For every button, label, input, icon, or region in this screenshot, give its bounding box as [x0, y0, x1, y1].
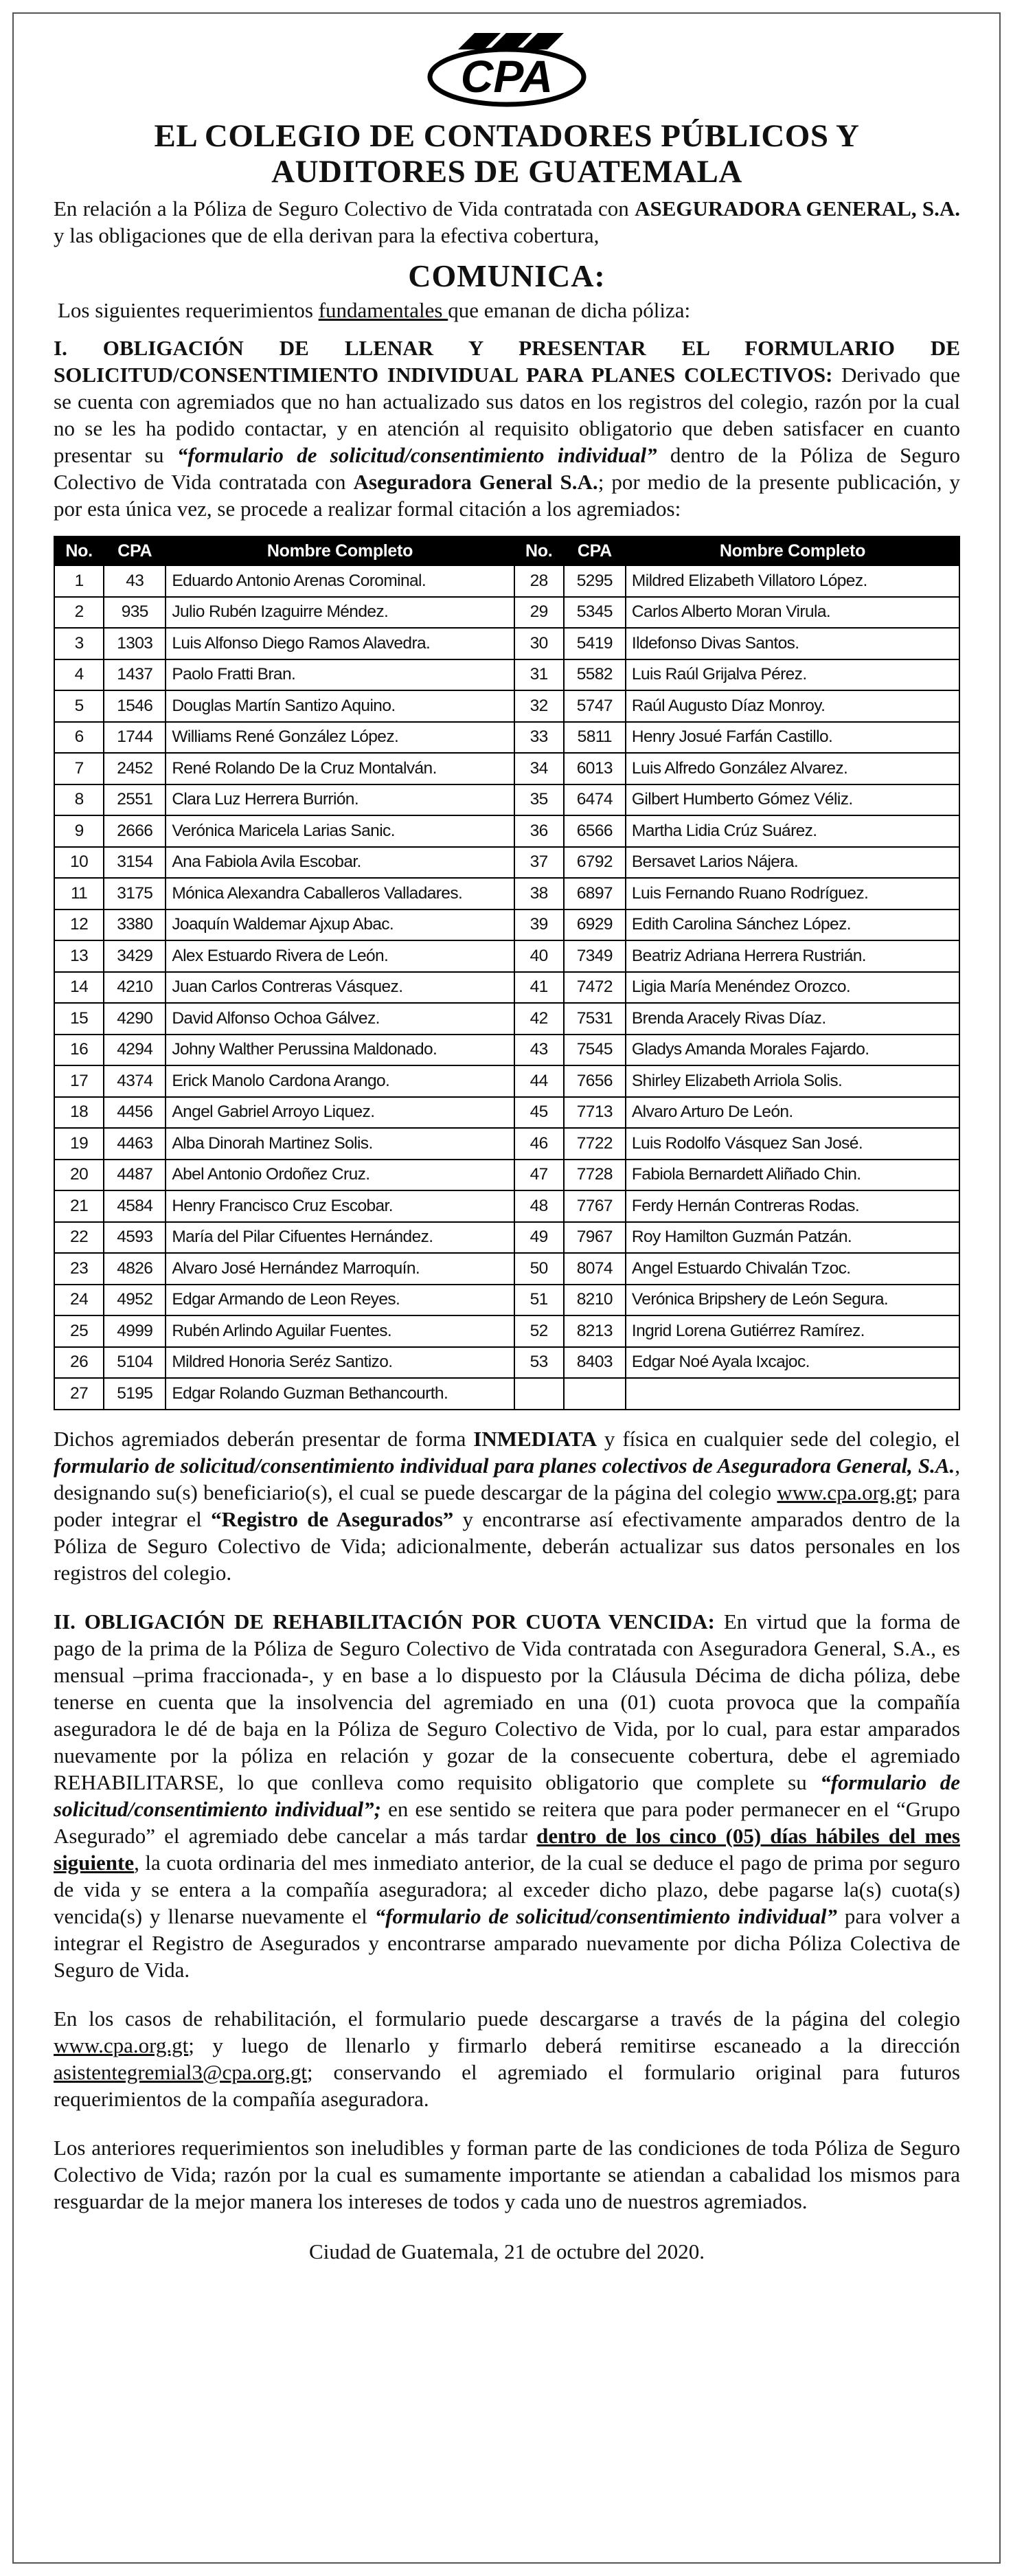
cell-no-left: 9 — [54, 815, 104, 847]
cell-cpa-left: 4210 — [104, 972, 166, 1004]
table-row — [54, 597, 959, 629]
after-table-paragraph — [54, 1425, 960, 1586]
cell-name-right: Gladys Amanda Morales Fajardo. — [626, 1035, 959, 1066]
cell-cpa-right — [564, 1378, 626, 1410]
cell-name-left: Mildred Honoria Seréz Santizo. — [166, 1347, 514, 1379]
cell-no-right: 33 — [514, 722, 564, 754]
cell-no-left: 6 — [54, 722, 104, 754]
cell-name-left: Alba Dinorah Martinez Solis. — [166, 1128, 514, 1160]
cell-no-left: 10 — [54, 847, 104, 879]
title-line-2: AUDITORES DE GUATEMALA — [271, 154, 742, 190]
cell-no-left: 14 — [54, 972, 104, 1004]
cell-name-left: Paolo Fratti Bran. — [166, 659, 514, 691]
table-row — [54, 1347, 959, 1379]
rehab-text-3: ; conservando el agremiado el formulario original para futuros requerimientos de la compañía aseguradora. — [54, 2059, 960, 2111]
table-row — [54, 847, 959, 879]
table-row — [54, 690, 959, 722]
after-table-text-2: y física en cualquier sede del colegio, el — [597, 1426, 960, 1451]
header-cpa-left: CPA — [104, 536, 166, 565]
table-row — [54, 972, 959, 1004]
cell-no-right: 50 — [514, 1253, 564, 1285]
cell-cpa-left: 1437 — [104, 659, 166, 691]
rehab-text-1: En los casos de rehabilitación, el formulario puede descargarse a través de la página del colegio — [54, 2006, 960, 2031]
rehab-email-link[interactable]: asistentegremial3@cpa.org.gt — [54, 2059, 307, 2084]
cell-name-right: Raúl Augusto Díaz Monroy. — [626, 690, 959, 722]
section-2-paragraph — [54, 1608, 960, 1983]
cell-cpa-left: 2551 — [104, 784, 166, 816]
table-row — [54, 1097, 959, 1129]
cell-name-left: Edgar Rolando Guzman Bethancourth. — [166, 1378, 514, 1410]
section-1-text-3: ; por medio de la presente publicación, y por esta única vez, se procede a realizar formal citación a los agremiados: — [54, 470, 960, 521]
table-row — [54, 1003, 959, 1035]
cell-cpa-left: 3154 — [104, 847, 166, 879]
cell-name-right: Ildefonso Divas Santos. — [626, 628, 959, 659]
cell-no-left: 5 — [54, 690, 104, 722]
cell-name-left: David Alfonso Ochoa Gálvez. — [166, 1003, 514, 1035]
cell-name-left: Williams René González López. — [166, 722, 514, 754]
intro-paragraph — [54, 195, 960, 249]
rehab-website-link[interactable]: www.cpa.org.gt — [54, 2033, 189, 2057]
table-row — [54, 784, 959, 816]
logo-text: CPA — [460, 51, 554, 102]
cell-no-left: 11 — [54, 878, 104, 909]
header-no-right: No. — [514, 536, 564, 565]
cell-name-right: Henry Josué Farfán Castillo. — [626, 722, 959, 754]
cell-name-left: Erick Manolo Cardona Arango. — [166, 1065, 514, 1097]
table-row — [54, 628, 959, 659]
header-no-left: No. — [54, 536, 104, 565]
cell-no-right: 40 — [514, 940, 564, 972]
cell-no-left: 27 — [54, 1378, 104, 1410]
cell-name-right: Verónica Bripshery de León Segura. — [626, 1285, 959, 1316]
cell-name-right: Luis Raúl Grijalva Pérez. — [626, 659, 959, 691]
cell-cpa-left: 4294 — [104, 1035, 166, 1066]
cell-name-left: María del Pilar Cifuentes Hernández. — [166, 1222, 514, 1254]
cell-name-right: Shirley Elizabeth Arriola Solis. — [626, 1065, 959, 1097]
cell-name-left: Joaquín Waldemar Ajxup Abac. — [166, 909, 514, 941]
cell-cpa-left: 1546 — [104, 690, 166, 722]
cell-name-right: Ferdy Hernán Contreras Rodas. — [626, 1190, 959, 1222]
cell-no-left: 26 — [54, 1347, 104, 1379]
cell-name-right: Luis Alfredo González Alvarez. — [626, 753, 959, 784]
cell-cpa-left: 5195 — [104, 1378, 166, 1410]
cell-cpa-right: 5295 — [564, 565, 626, 597]
cell-cpa-right: 5811 — [564, 722, 626, 754]
cell-no-left: 1 — [54, 565, 104, 597]
cell-no-left: 21 — [54, 1190, 104, 1222]
cell-cpa-left: 5104 — [104, 1347, 166, 1379]
cell-no-right — [514, 1378, 564, 1410]
table-row — [54, 1160, 959, 1191]
cell-name-left: Mónica Alexandra Caballeros Valladares. — [166, 878, 514, 909]
table-header-row — [54, 536, 959, 565]
logo-stripes — [458, 33, 564, 49]
cell-cpa-right: 5419 — [564, 628, 626, 659]
cell-no-right: 41 — [514, 972, 564, 1004]
cell-no-left: 22 — [54, 1222, 104, 1254]
section-2-form-name-1: “formulario de solicitud/consentimiento individual”; — [54, 1770, 960, 1821]
table-row — [54, 753, 959, 784]
cell-no-left: 13 — [54, 940, 104, 972]
cell-no-left: 4 — [54, 659, 104, 691]
cell-no-right: 37 — [514, 847, 564, 879]
cell-no-right: 32 — [514, 690, 564, 722]
cell-name-right: Martha Lidia Crúz Suárez. — [626, 815, 959, 847]
table-row — [54, 1315, 959, 1347]
after-table-immediate: INMEDIATA — [473, 1426, 597, 1451]
cell-no-left: 18 — [54, 1097, 104, 1129]
cell-cpa-right: 7656 — [564, 1065, 626, 1097]
cell-cpa-right: 8074 — [564, 1253, 626, 1285]
cell-name-left: Abel Antonio Ordoñez Cruz. — [166, 1160, 514, 1191]
cell-cpa-left: 935 — [104, 597, 166, 629]
cell-no-left: 17 — [54, 1065, 104, 1097]
requirements-underlined: fundamentales — [318, 298, 448, 322]
cell-cpa-right: 7728 — [564, 1160, 626, 1191]
table-row — [54, 1128, 959, 1160]
cell-no-right: 43 — [514, 1035, 564, 1066]
table-row — [54, 1222, 959, 1254]
cell-cpa-left: 1744 — [104, 722, 166, 754]
cell-cpa-left: 1303 — [104, 628, 166, 659]
cell-cpa-right: 6566 — [564, 815, 626, 847]
cell-no-right: 39 — [514, 909, 564, 941]
requirements-text-1: Los siguientes requerimientos — [58, 298, 319, 322]
requirements-line — [54, 297, 960, 324]
rehabilitation-paragraph — [54, 2005, 960, 2112]
section-2-text-3: , la cuota ordinaria del mes inmediato anterior, de la cual se deduce el pago de prima por seguro de vida y se entera a la compañía aseguradora; al exceder dicho plazo, debe pagarse la(s) cuota(s) vencida(s) y llenarse nuevamente el — [54, 1850, 960, 1928]
cell-cpa-left: 3175 — [104, 878, 166, 909]
cell-name-left: Douglas Martín Santizo Aquino. — [166, 690, 514, 722]
cell-name-left: Henry Francisco Cruz Escobar. — [166, 1190, 514, 1222]
cell-cpa-right: 5747 — [564, 690, 626, 722]
cell-cpa-right: 7967 — [564, 1222, 626, 1254]
cell-no-left: 8 — [54, 784, 104, 816]
table-row — [54, 722, 959, 754]
website-link[interactable]: www.cpa.org.gt — [777, 1480, 912, 1504]
cell-cpa-left: 4952 — [104, 1285, 166, 1316]
cell-name-right: Mildred Elizabeth Villatoro López. — [626, 565, 959, 597]
cell-cpa-right: 8213 — [564, 1315, 626, 1347]
cell-no-right: 31 — [514, 659, 564, 691]
table-header — [54, 536, 959, 565]
cell-name-right: Luis Rodolfo Vásquez San José. — [626, 1128, 959, 1160]
after-table-text-4: ; para poder integrar el — [54, 1480, 960, 1531]
cell-cpa-left: 2666 — [104, 815, 166, 847]
cell-cpa-right: 6474 — [564, 784, 626, 816]
cell-name-right: Ingrid Lorena Gutiérrez Ramírez. — [626, 1315, 959, 1347]
cell-no-right: 47 — [514, 1160, 564, 1191]
cell-name-left: Rubén Arlindo Aguilar Fuentes. — [166, 1315, 514, 1347]
section-1-company: Aseguradora General S.A. — [353, 470, 598, 494]
cell-name-right: Roy Hamilton Guzmán Patzán. — [626, 1222, 959, 1254]
cell-name-right: Luis Fernando Ruano Rodríguez. — [626, 878, 959, 909]
cell-no-right: 49 — [514, 1222, 564, 1254]
cell-cpa-right: 8403 — [564, 1347, 626, 1379]
cell-no-right: 35 — [514, 784, 564, 816]
header-name-right: Nombre Completo — [626, 536, 959, 565]
cell-cpa-right: 5345 — [564, 597, 626, 629]
cell-no-right: 30 — [514, 628, 564, 659]
section-1-text-1: Derivado que se cuenta con agremiados que no han actualizado sus datos en los registros del colegio, razón por la cual no se les ha podido contactar, y en atención al requisito obligatorio que deben satisfacer en cuanto presentar su — [54, 363, 960, 467]
cell-name-right — [626, 1378, 959, 1410]
after-table-text-1: Dichos agremiados deberán presentar de forma — [54, 1426, 474, 1451]
table-row — [54, 659, 959, 691]
table-row — [54, 1378, 959, 1410]
cell-no-left: 24 — [54, 1285, 104, 1316]
cell-no-left: 3 — [54, 628, 104, 659]
document-title — [54, 118, 960, 190]
cell-name-right: Gilbert Humberto Gómez Véliz. — [626, 784, 959, 816]
cell-no-left: 23 — [54, 1253, 104, 1285]
cell-cpa-left: 4456 — [104, 1097, 166, 1129]
table-row — [54, 1285, 959, 1316]
table-row — [54, 909, 959, 941]
cell-cpa-right: 6929 — [564, 909, 626, 941]
cell-no-right: 34 — [514, 753, 564, 784]
after-table-text-3: , designando su(s) beneficiario(s), el cual se puede descargar de la página del colegio — [54, 1453, 960, 1504]
cell-no-right: 29 — [514, 597, 564, 629]
section-1-paragraph — [54, 335, 960, 522]
cell-cpa-right: 6897 — [564, 878, 626, 909]
cell-cpa-left: 4290 — [104, 1003, 166, 1035]
cell-cpa-left: 4999 — [104, 1315, 166, 1347]
cell-name-left: Eduardo Antonio Arenas Corominal. — [166, 565, 514, 597]
cell-cpa-left: 43 — [104, 565, 166, 597]
cell-cpa-left: 3380 — [104, 909, 166, 941]
intro-text-2: y las obligaciones que de ella derivan para la efectiva cobertura, — [54, 223, 600, 247]
cell-no-right: 48 — [514, 1190, 564, 1222]
cell-no-right: 44 — [514, 1065, 564, 1097]
cell-cpa-left: 4487 — [104, 1160, 166, 1191]
section-2-text-1: En virtud que la forma de pago de la prima de la Póliza de Seguro Colectivo de Vida contratada con Aseguradora General, S.A., es mensual –prima fraccionada-, y en base a lo dispuesto por la Cláusula Décima de dicha póliza, debe tenerse en cuenta que la insolvencia del agremiado en una (01) cuota provoca que la compañía aseguradora le dé de baja en la Póliza de Seguro Colectivo de Vida, por lo cual, para estar amparados nuevamente por la póliza en relación y gozar de la consecuente cobertura, debe el agremiado REHABILITARSE, lo que conlleva como requisito obligatorio que complete su — [54, 1609, 960, 1794]
table-row — [54, 1035, 959, 1066]
cell-no-left: 12 — [54, 909, 104, 941]
intro-company: ASEGURADORA GENERAL, S.A. — [635, 196, 961, 221]
cell-no-right: 38 — [514, 878, 564, 909]
cell-cpa-right: 7349 — [564, 940, 626, 972]
header-cpa-right: CPA — [564, 536, 626, 565]
cell-no-right: 28 — [514, 565, 564, 597]
table-row — [54, 1065, 959, 1097]
cell-name-left: René Rolando De la Cruz Montalván. — [166, 753, 514, 784]
cell-no-left: 25 — [54, 1315, 104, 1347]
section-2-heading: II. OBLIGACIÓN DE REHABILITACIÓN POR CUOTA VENCIDA: — [54, 1609, 715, 1634]
cell-no-right: 46 — [514, 1128, 564, 1160]
cell-no-left: 7 — [54, 753, 104, 784]
after-table-form-name: formulario de solicitud/consentimiento individual para planes colectivos de Aseguradora General, S.A. — [54, 1453, 955, 1478]
section-1-form-name: “formulario de solicitud/consentimiento individual” — [177, 443, 657, 467]
table-row — [54, 1253, 959, 1285]
cpa-logo — [421, 27, 593, 109]
section-1-heading: I. OBLIGACIÓN DE LLENAR Y PRESENTAR EL FORMULARIO DE SOLICITUD/CONSENTIMIENTO INDIVIDUAL PARA PLANES COLECTIVOS: — [54, 336, 960, 387]
cell-cpa-right: 7545 — [564, 1035, 626, 1066]
header-name-left: Nombre Completo — [166, 536, 514, 565]
cell-name-right: Beatriz Adriana Herrera Rustrián. — [626, 940, 959, 972]
cell-no-left: 20 — [54, 1160, 104, 1191]
cell-no-right: 52 — [514, 1315, 564, 1347]
cell-cpa-right: 6792 — [564, 847, 626, 879]
cell-name-left: Edgar Armando de Leon Reyes. — [166, 1285, 514, 1316]
cell-name-right: Bersavet Larios Nájera. — [626, 847, 959, 879]
cell-cpa-left: 4584 — [104, 1190, 166, 1222]
table-row — [54, 878, 959, 909]
title-line-1: EL COLEGIO DE CONTADORES PÚBLICOS Y — [154, 118, 860, 154]
cell-name-right: Angel Estuardo Chivalán Tzoc. — [626, 1253, 959, 1285]
after-table-registry: “Registro de Asegurados” — [211, 1506, 454, 1531]
document-content — [54, 27, 960, 2265]
cell-name-left: Ana Fabiola Avila Escobar. — [166, 847, 514, 879]
cell-no-right: 42 — [514, 1003, 564, 1035]
table-body — [54, 565, 959, 1410]
cell-no-left: 15 — [54, 1003, 104, 1035]
cell-cpa-left: 3429 — [104, 940, 166, 972]
requirements-text-2: que emanan de dicha póliza: — [448, 298, 691, 322]
cell-name-left: Juan Carlos Contreras Vásquez. — [166, 972, 514, 1004]
cell-name-right: Edith Carolina Sánchez López. — [626, 909, 959, 941]
cell-name-right: Alvaro Arturo De León. — [626, 1097, 959, 1129]
intro-text-1: En relación a la Póliza de Seguro Colectivo de Vida contratada con — [54, 196, 635, 221]
cell-cpa-left: 4463 — [104, 1128, 166, 1160]
closing-paragraph: Los anteriores requerimientos son ineludibles y forman parte de las condiciones de toda Póliza de Seguro Colectivo de Vida; razón por la cual es sumamente importante se atiendan a cabalidad los mismos para resguardar de la mejor manera los intereses de todos y cada uno de nuestros agremiados. — [54, 2135, 960, 2213]
cell-no-left: 16 — [54, 1035, 104, 1066]
cell-name-left: Julio Rubén Izaguirre Méndez. — [166, 597, 514, 629]
cell-cpa-right: 6013 — [564, 753, 626, 784]
section-2-deadline: dentro de los cinco (05) días hábiles del mes siguiente — [54, 1823, 960, 1875]
document-date: Ciudad de Guatemala, 21 de octubre del 2020. — [309, 2239, 705, 2263]
cell-cpa-right: 7713 — [564, 1097, 626, 1129]
cell-no-right: 36 — [514, 815, 564, 847]
table-row — [54, 815, 959, 847]
table-row — [54, 565, 959, 597]
cell-name-left: Johny Walther Perussina Maldonado. — [166, 1035, 514, 1066]
cell-name-right: Fabiola Bernardett Aliñado Chin. — [626, 1160, 959, 1191]
cell-no-right: 53 — [514, 1347, 564, 1379]
table-row — [54, 1190, 959, 1222]
cell-cpa-right: 5582 — [564, 659, 626, 691]
cell-name-left: Verónica Maricela Larias Sanic. — [166, 815, 514, 847]
rehab-text-2: ; y luego de llenarlo y firmarlo deberá remitirse escaneado a la dirección — [188, 2033, 960, 2057]
cell-cpa-left: 4374 — [104, 1065, 166, 1097]
cell-no-right: 51 — [514, 1285, 564, 1316]
cell-name-left: Alex Estuardo Rivera de León. — [166, 940, 514, 972]
cell-cpa-right: 7531 — [564, 1003, 626, 1035]
cell-name-right: Carlos Alberto Moran Virula. — [626, 597, 959, 629]
cell-name-right: Brenda Aracely Rivas Díaz. — [626, 1003, 959, 1035]
cell-no-right: 45 — [514, 1097, 564, 1129]
cell-no-left: 19 — [54, 1128, 104, 1160]
cell-cpa-left: 2452 — [104, 753, 166, 784]
section-1-text-2: dentro de la Póliza de Seguro Colectivo de Vida contratada con — [54, 443, 960, 494]
cell-name-left: Luis Alfonso Diego Ramos Alavedra. — [166, 628, 514, 659]
cell-cpa-right: 7472 — [564, 972, 626, 1004]
cell-cpa-right: 8210 — [564, 1285, 626, 1316]
cell-name-left: Alvaro José Hernández Marroquín. — [166, 1253, 514, 1285]
section-2-text-4: para volver a integrar el Registro de Asegurados y encontrarse amparado nuevamente por dicha Póliza Colectiva de Seguro de Vida. — [54, 1903, 960, 1982]
cell-name-left: Clara Luz Herrera Burrión. — [166, 784, 514, 816]
section-2-form-name-2: “formulario de solicitud/consentimiento individual” — [374, 1903, 838, 1928]
cell-cpa-right: 7767 — [564, 1190, 626, 1222]
members-table — [54, 536, 960, 1410]
table-row — [54, 940, 959, 972]
cell-cpa-right: 7722 — [564, 1128, 626, 1160]
cell-no-left: 2 — [54, 597, 104, 629]
cell-name-left: Angel Gabriel Arroyo Liquez. — [166, 1097, 514, 1129]
after-table-text-5: y encontrarse así efectivamente amparados dentro de la Póliza de Seguro Colectivo de Vida; adicionalmente, deberán actualizar sus datos personales en los registros del colegio. — [54, 1506, 960, 1585]
cell-cpa-left: 4593 — [104, 1222, 166, 1254]
cell-cpa-left: 4826 — [104, 1253, 166, 1285]
section-2-text-2: en ese sentido se reitera que para poder permanecer en el “Grupo Asegurado” el agremiado debe cancelar a más tardar — [54, 1796, 960, 1848]
cell-name-right: Ligia María Menéndez Orozco. — [626, 972, 959, 1004]
comunica-heading: COMUNICA: — [408, 258, 606, 293]
cell-name-right: Edgar Noé Ayala Ixcajoc. — [626, 1347, 959, 1379]
